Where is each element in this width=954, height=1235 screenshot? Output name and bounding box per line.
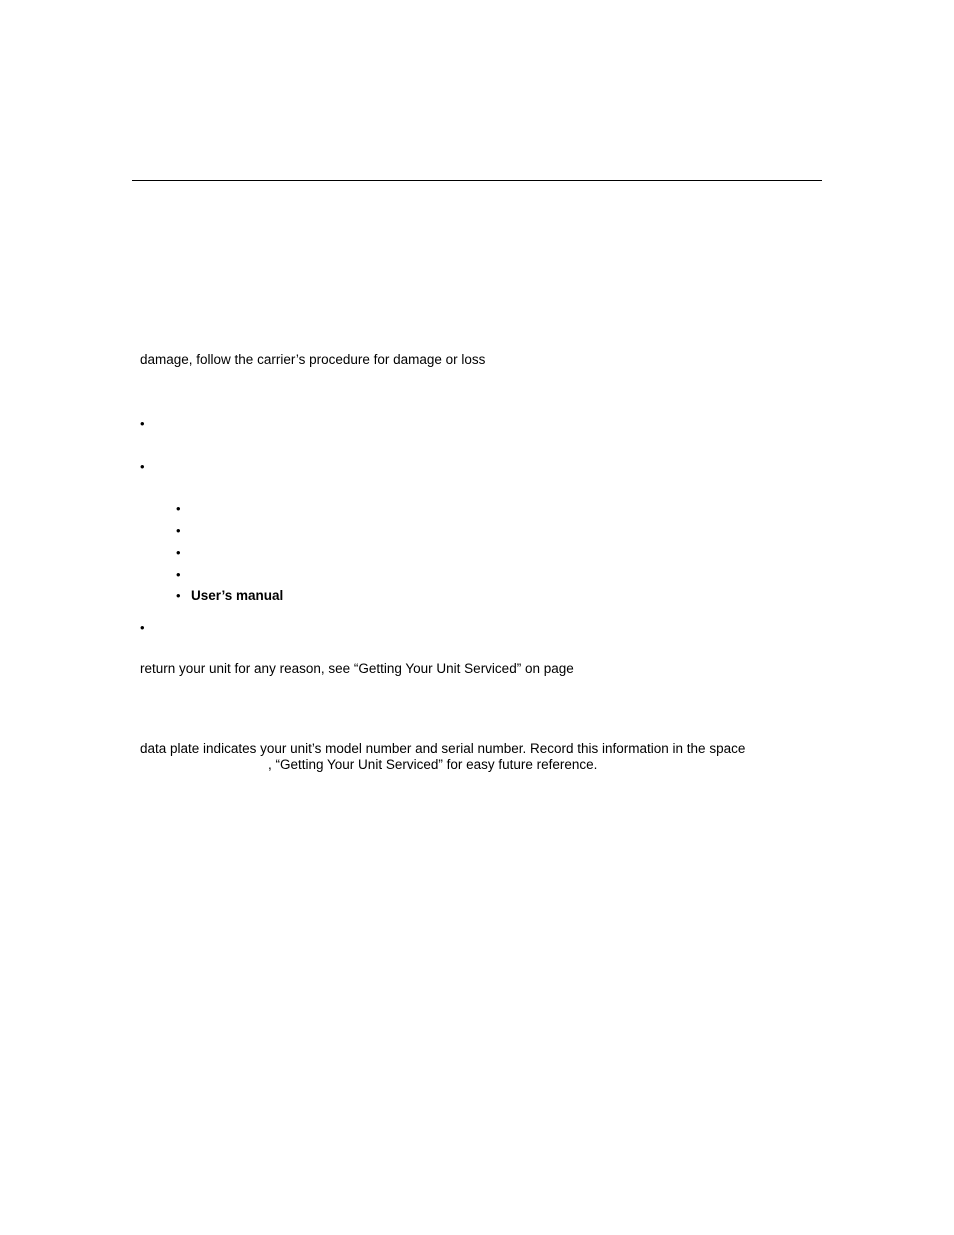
data-plate-paragraph-line1: data plate indicates your unit’s model number and serial number. Record this information in the space <box>140 741 746 756</box>
sublist-bullet-1: • <box>176 501 181 516</box>
header-rule <box>132 180 822 181</box>
sublist-bullet-4: • <box>176 567 181 582</box>
return-paragraph: return your unit for any reason, see “Getting Your Unit Serviced” on page <box>140 661 574 676</box>
data-plate-paragraph-line2: , “Getting Your Unit Serviced” for easy future reference. <box>268 757 598 772</box>
sublist-item-users-manual: User’s manual <box>191 588 284 603</box>
list-bullet-3: • <box>140 620 145 635</box>
list-bullet-2: • <box>140 459 145 474</box>
damage-paragraph: damage, follow the carrier’s procedure for damage or loss <box>140 352 486 367</box>
list-bullet-1: • <box>140 416 145 431</box>
sublist-bullet-5: • <box>176 588 181 603</box>
sublist-bullet-2: • <box>176 523 181 538</box>
sublist-bullet-3: • <box>176 545 181 560</box>
